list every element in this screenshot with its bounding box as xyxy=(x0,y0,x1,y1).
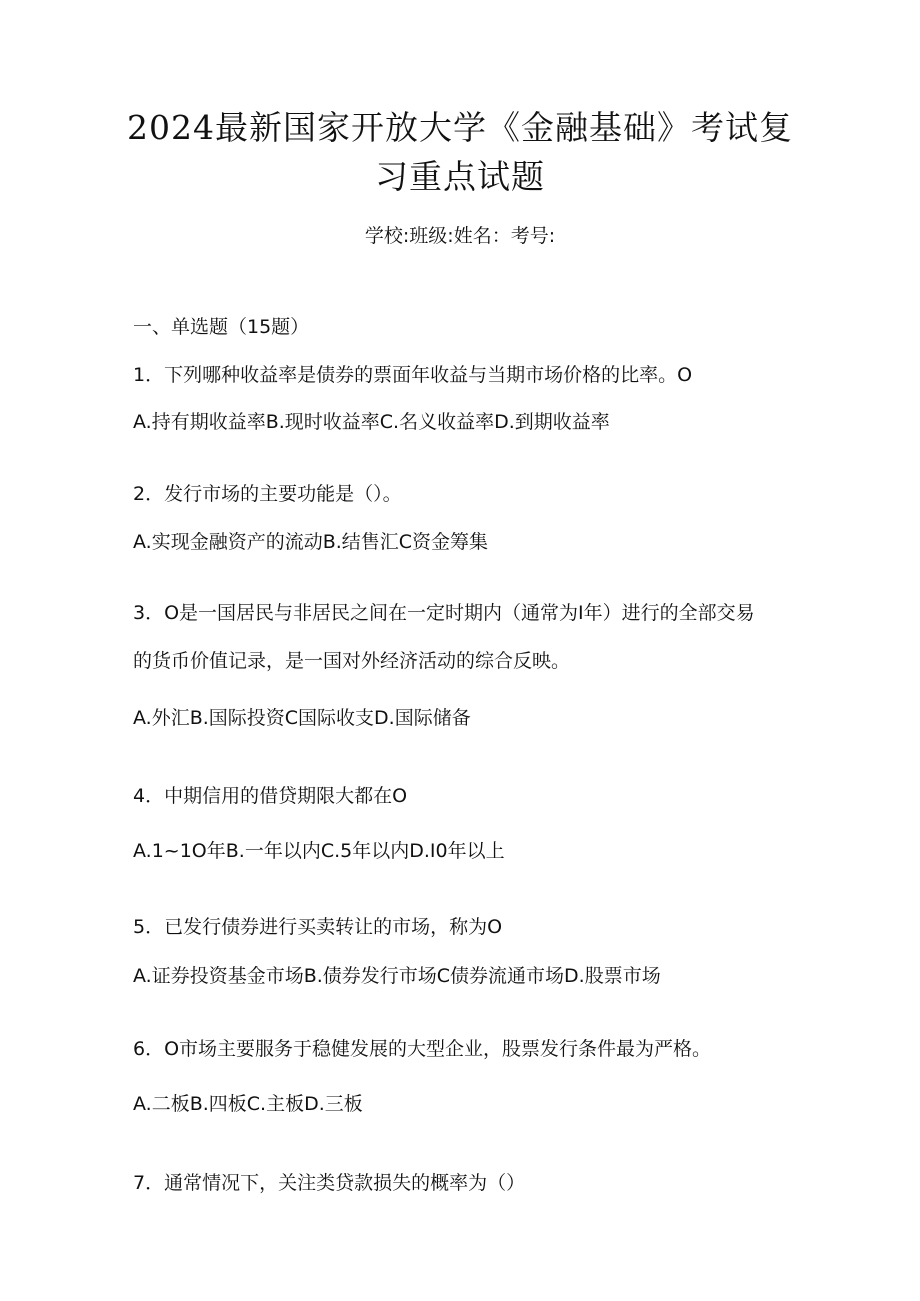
question-stem: 3．O是一国居民与非居民之间在一定时期内（通常为I年）进行的全部交易 xyxy=(133,602,755,624)
question-stem: 7．通常情况下，关注类贷款损失的概率为（） xyxy=(133,1172,526,1194)
question-options: A.1~1O年B.一年以内C.5年以内D.I0年以上 xyxy=(133,840,505,862)
question-stem-continued: 的货币价值记录，是一国对外经济活动的综合反映。 xyxy=(133,650,571,672)
question-options: A.二板B.四板C.主板D.三板 xyxy=(133,1093,363,1115)
question-stem: 1．下列哪种收益率是债券的票面年收益与当期市场价格的比率。O xyxy=(133,364,693,386)
exam-title-line-1: 2024最新国家开放大学《金融基础》考试复 xyxy=(127,108,793,147)
question-options: A.证券投资基金市场B.债券发行市场C债券流通市场D.股票市场 xyxy=(133,965,661,987)
exam-title-line-2: 习重点试题 xyxy=(375,157,545,196)
question-stem: 4．中期信用的借贷期限大都在O xyxy=(133,785,408,807)
question-stem: 6．O市场主要服务于稳健发展的大型企业，股票发行条件最为严格。 xyxy=(133,1038,712,1060)
question-stem: 5．已发行债券进行买卖转让的市场，称为O xyxy=(133,916,503,938)
question-options: A.持有期收益率B.现时收益率C.名义收益率D.到期收益率 xyxy=(133,411,610,433)
student-info-line: 学校:班级:姓名：考号: xyxy=(364,225,556,247)
question-options: A.外汇B.国际投资C国际收支D.国际储备 xyxy=(133,707,471,729)
question-options: A.实现金融资产的流动B.结售汇C资金筹集 xyxy=(133,531,489,553)
section-heading: 一、单选题（15题） xyxy=(133,316,310,338)
question-stem: 2．发行市场的主要功能是（）。 xyxy=(133,483,402,505)
